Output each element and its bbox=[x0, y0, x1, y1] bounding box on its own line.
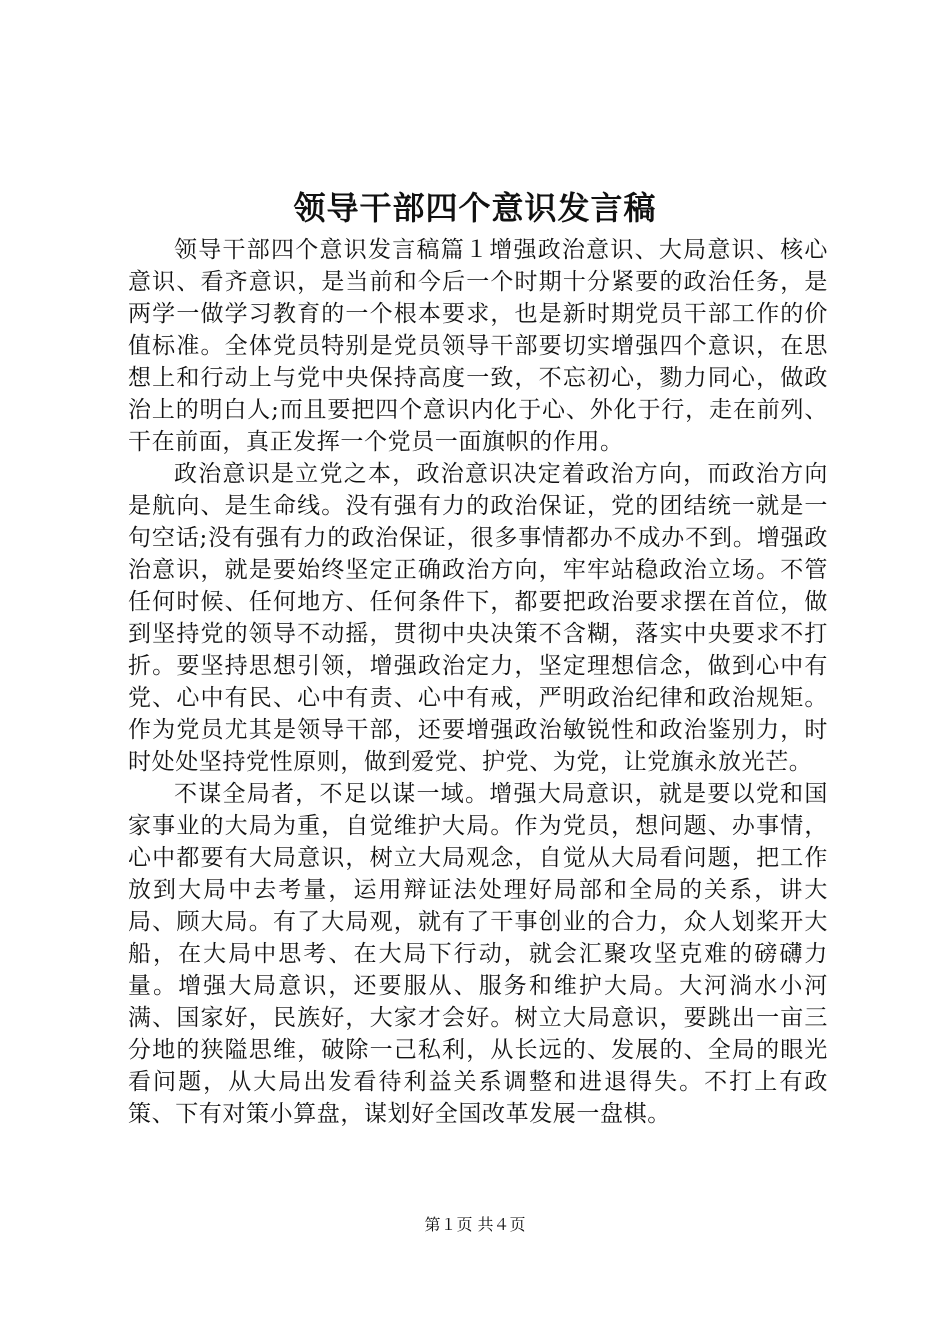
document-title: 领导干部四个意识发言稿 bbox=[293, 189, 657, 227]
document-body bbox=[128, 234, 828, 1130]
paragraph-1: 领导干部四个意识发言稿篇１增强政治意识、大局意识、核心意识、看齐意识，是当前和今后一个时期十分紧要的政治任务，是两学一做学习教育的一个根本要求，也是新时期党员干部工作的价值标准。全体党员特别是党员领导干部要切实增强四个意识，在思想上和行动上与党中央保持高度一致，不忘初心，勠力同心，做政治上的明白人;而且要把四个意识内化于心、外化于行，走在前列、干在前面，真正发挥一个党员一面旗帜的作用。 bbox=[128, 237, 828, 455]
paragraph-3: 不谋全局者，不足以谋一域。增强大局意识，就是要以党和国家事业的大局为重，自觉维护大局。作为党员，想问题、办事情，心中都要有大局意识，树立大局观念，自觉从大局看问题，把工作放到大局中去考量，运用辩证法处理好局部和全局的关系，讲大局、顾大局。有了大局观，就有了干事创业的合力，众人划桨开大船，在大局中思考、在大局下行动，就会汇聚攻坚克难的磅礴力量。增强大局意识，还要服从、服务和维护大局。大河淌水小河满、国家好，民族好，大家才会好。树立大局意识，要跳出一亩三分地的狭隘思维，破除一己私利，从长远的、发展的、全局的眼光看问题，从大局出发看待利益关系调整和进退得失。不打上有政策、下有对策小算盘，谋划好全国改革发展一盘棋。 bbox=[128, 781, 828, 1127]
page-number-footer: 第１页 共４页 bbox=[424, 1215, 526, 1234]
paragraph-2: 政治意识是立党之本，政治意识决定着政治方向，而政治方向是航向、是生命线。没有强有力的政治保证，党的团结统一就是一句空话;没有强有力的政治保证，很多事情都办不成办不到。增强政治意识，就是要始终坚定正确政治方向，牢牢站稳政治立场。不管任何时候、任何地方、任何条件下，都要把政治要求摆在首位，做到坚持党的领导不动摇，贯彻中央决策不含糊，落实中央要求不打折。要坚持思想引领，增强政治定力，坚定理想信念，做到心中有党、心中有民、心中有责、心中有戒，严明政治纪律和政治规矩。作为党员尤其是领导干部，还要增强政治敏锐性和政治鉴别力，时时处处坚持党性原则，做到爱党、护党、为党，让党旗永放光芒。 bbox=[128, 461, 828, 775]
